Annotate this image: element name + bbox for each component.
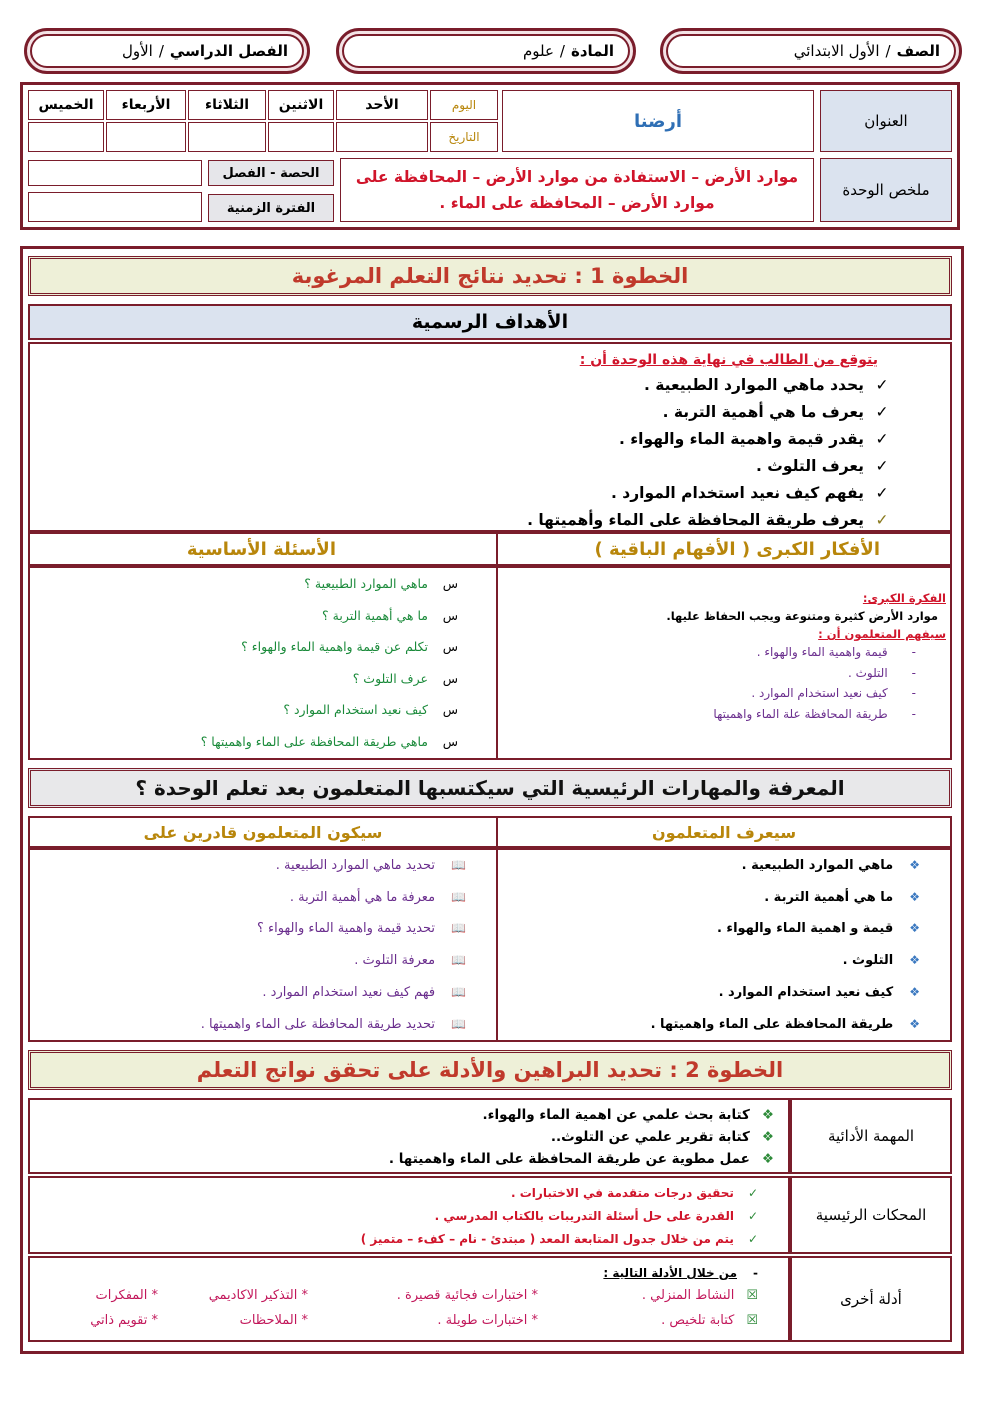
title-value: أرضنا — [502, 90, 814, 152]
check-icon: ✓ — [747, 1209, 758, 1223]
semester-pill: الفصل الدراسي / الأول — [24, 28, 310, 74]
time-label: الفترة الزمنية — [208, 194, 334, 222]
grade-value: الأول الابتدائي — [793, 42, 880, 60]
subject-pill: المادة / علوم — [336, 28, 636, 74]
will-know-list — [498, 850, 920, 1040]
other-item: * تقويم ذاتي — [90, 1313, 158, 1328]
questions-list — [30, 568, 458, 757]
date-label: التاريخ — [430, 122, 498, 152]
will-know-box — [496, 848, 952, 1042]
checkbox-icon: ☒ — [746, 1288, 758, 1303]
criteria-item: ✓ القدرة على حل أسئلة التدريبات بالكتاب المدرسي . — [30, 1205, 758, 1228]
will-be-able-title: سيكون المتعلمون قادرين على — [28, 816, 498, 848]
diamond-icon: ❖ — [761, 1129, 774, 1145]
criteria-item: ✓ يتم من خلال جدول المتابعة المعد ( مبتدئ - نام – كفء – متميز ) — [30, 1228, 758, 1251]
diamond-icon: ❖ — [909, 889, 920, 904]
grade-pill: الصف / الأول الابتدائي — [660, 28, 962, 74]
will-know-item: ❖ ماهي الموارد الطبيعية . — [498, 850, 920, 882]
other-item: * اختبارات فجائية قصيرة . — [396, 1288, 538, 1303]
task-item: ❖ عمل مطوية عن طريقة المحافظة على الماء واهميتها . — [30, 1148, 774, 1170]
diamond-icon: ❖ — [909, 1016, 920, 1031]
time-field[interactable] — [28, 192, 202, 222]
book-icon: 📖 — [451, 889, 466, 904]
check-icon: ✓ — [875, 511, 889, 529]
will-know-item: ❖ كيف نعيد استخدام الموارد . — [498, 977, 920, 1009]
will-be-able-item: 📖 معرفة ما هي أهمية التربة . — [30, 882, 466, 914]
will-be-able-item: 📖 معرفة التلوث . — [30, 945, 466, 977]
understanding-item: - كيف نعيد استخدام الموارد . — [751, 686, 916, 700]
diamond-icon: ❖ — [909, 953, 920, 968]
task-box — [28, 1098, 790, 1174]
date-thursday-field[interactable] — [28, 122, 104, 152]
day-thursday: الخميس — [28, 90, 104, 120]
day-tuesday: الثلاثاء — [188, 90, 266, 120]
semester-label: الفصل الدراسي — [169, 42, 288, 60]
period-label: الحصة - الفصل — [208, 160, 334, 186]
grade-label: الصف — [896, 42, 940, 60]
task-label: المهمة الأدائية — [790, 1098, 952, 1174]
will-be-able-box — [28, 848, 498, 1042]
will-be-able-item: 📖 فهم كيف نعيد استخدام الموارد . — [30, 977, 466, 1009]
task-list — [30, 1104, 774, 1170]
questions-box — [28, 566, 498, 760]
other-item: ☒ كتابة تلخيص . — [661, 1313, 758, 1328]
criteria-list — [30, 1182, 758, 1251]
book-icon: 📖 — [451, 858, 466, 872]
check-icon: ✓ — [875, 484, 889, 502]
other-item: * المفكرات — [95, 1288, 158, 1303]
goal-item: ✓ يعرف التلوث . — [50, 453, 890, 480]
day-label: اليوم — [430, 90, 498, 120]
diamond-icon: ❖ — [761, 1151, 774, 1167]
question-item: س كيف نعيد استخدام الموارد ؟ — [283, 702, 458, 717]
understanding-item: - طريقة المحافظة علة الماء واهميتها — [713, 706, 916, 721]
big-idea-text: موارد الأرض كثيرة ومتنوعة ويجب الحفاظ عليها. — [666, 609, 938, 623]
step2-title: الخطوة 2 : تحديد البراهين والأدلة على تحقق نواتج التعلم — [28, 1050, 952, 1090]
other-label: أدلة أخرى — [790, 1256, 952, 1342]
big-idea-label: الفكرة الكبرى: — [862, 591, 946, 605]
book-icon: 📖 — [451, 921, 466, 936]
will-be-able-item: 📖 تحديد طريقة المحافظة على الماء واهميتها . — [30, 1009, 466, 1041]
date-wednesday-field[interactable] — [106, 122, 186, 152]
step1-title: الخطوة 1 : تحديد نتائج التعلم المرغوبة — [28, 256, 952, 296]
will-be-able-item: 📖 تحديد ماهي الموارد الطبيعية . — [30, 850, 466, 882]
check-icon: ✓ — [875, 457, 889, 475]
day-monday: الاثنين — [268, 90, 334, 120]
other-intro: من خلال الأدلة التالية : — [603, 1266, 738, 1280]
check-icon: ✓ — [875, 376, 889, 394]
will-be-able-list — [30, 850, 466, 1040]
goals-list — [50, 372, 890, 534]
criteria-box — [28, 1176, 790, 1254]
understanding-item: - قيمة واهمية الماء والهواء . — [756, 645, 916, 659]
semester-value: الأول — [121, 42, 153, 60]
question-item: س ماهي الموارد الطبيعية ؟ — [304, 576, 458, 591]
diamond-icon: ❖ — [909, 984, 920, 999]
date-tuesday-field[interactable] — [188, 122, 266, 152]
unit-summary-text: موارد الأرض – الاستفادة من موارد الأرض – المحافظة على موارد الأرض – المحافظة على الماء . — [340, 158, 814, 222]
understandings-list — [502, 642, 946, 724]
question-item: س ما هي أهمية التربة ؟ — [322, 607, 458, 623]
criteria-item: ✓ تحقيق درجات متقدمة في الاختبارات . — [30, 1182, 758, 1205]
essential-q-title: الأسئلة الأساسية — [28, 532, 498, 566]
criteria-label: المحكات الرئيسية — [790, 1176, 952, 1254]
book-icon: 📖 — [451, 984, 466, 999]
other-box — [28, 1256, 790, 1342]
official-goals-title: الأهداف الرسمية — [28, 304, 952, 340]
period-field[interactable] — [28, 160, 202, 186]
goal-item: ✓ يعرف ما هي أهمية التربة . — [50, 399, 890, 426]
will-know-item: ❖ ما هي أهمية التربة . — [498, 882, 920, 914]
diamond-icon: ❖ — [761, 1107, 774, 1123]
understand-label: سيفهم المتعلمون أن : — [818, 627, 946, 641]
check-icon: ✓ — [875, 403, 889, 421]
date-sunday-field[interactable] — [336, 122, 428, 152]
task-item: ❖ كتابة تقرير علمي عن التلوث.. — [30, 1126, 774, 1148]
goals-intro: يتوقع من الطالب في نهاية هذه الوحدة أن : — [579, 352, 878, 368]
goal-item: ✓ يفهم كيف نعيد استخدام الموارد . — [50, 480, 890, 507]
question-item: س تكلم عن قيمة واهمية الماء والهواء ؟ — [241, 639, 458, 654]
checkbox-icon: ☒ — [746, 1313, 758, 1328]
will-know-item: ❖ التلوث . — [498, 945, 920, 977]
title-label: العنوان — [820, 90, 952, 152]
big-ideas-title: الأفكار الكبرى ( الأفهام الباقية ) — [496, 532, 952, 566]
will-know-title: سيعرف المتعلمون — [496, 816, 952, 848]
date-monday-field[interactable] — [268, 122, 334, 152]
book-icon: 📖 — [451, 1016, 466, 1031]
day-sunday: الأحد — [336, 90, 428, 120]
knowledge-title: المعرفة والمهارات الرئيسية التي سيكتسبها المتعلمون بعد تعلم الوحدة ؟ — [28, 768, 952, 808]
will-know-item: ❖ قيمة و اهمية الماء والهواء . — [498, 913, 920, 945]
check-icon: ✓ — [875, 430, 889, 448]
book-icon: 📖 — [451, 953, 466, 968]
goal-item: ✓ يحدد ماهي الموارد الطبيعية . — [50, 372, 890, 399]
other-item: ☒ النشاط المنزلي . — [641, 1288, 758, 1303]
other-intro-row: - من خلال الأدلة التالية : — [603, 1266, 758, 1280]
diamond-icon: ❖ — [909, 921, 920, 936]
subject-label: المادة — [570, 42, 614, 60]
goal-item: ✓ يقدر قيمة واهمية الماء والهواء . — [50, 426, 890, 453]
other-item: * اختبارات طويلة . — [437, 1313, 538, 1328]
unit-summary-label: ملخص الوحدة — [820, 158, 952, 222]
goals-box — [28, 342, 952, 532]
task-item: ❖ كتابة بحث علمي عن اهمية الماء والهواء. — [30, 1104, 774, 1126]
other-item: * التذكير الاكاديمي — [208, 1288, 308, 1303]
other-item: * الملاحظات — [239, 1313, 308, 1328]
question-item: س ماهي طريقة المحافظة على الماء واهميتها ؟ — [200, 733, 458, 749]
subject-value: علوم — [522, 42, 554, 60]
check-icon: ✓ — [747, 1186, 758, 1200]
diamond-icon: ❖ — [909, 858, 920, 872]
check-icon: ✓ — [747, 1232, 758, 1246]
question-item: س عرف التلوث ؟ — [352, 670, 458, 686]
understanding-item: - التلوث . — [847, 665, 916, 680]
goal-item: ✓ يعرف طريقة المحافظة على الماء وأهميتها . — [50, 507, 890, 534]
will-be-able-item: 📖 تحديد قيمة واهمية الماء والهواء ؟ — [30, 913, 466, 945]
will-know-item: ❖ طريقة المحافظة على الماء واهميتها . — [498, 1009, 920, 1041]
day-wednesday: الأربعاء — [106, 90, 186, 120]
big-ideas-box — [496, 566, 952, 760]
